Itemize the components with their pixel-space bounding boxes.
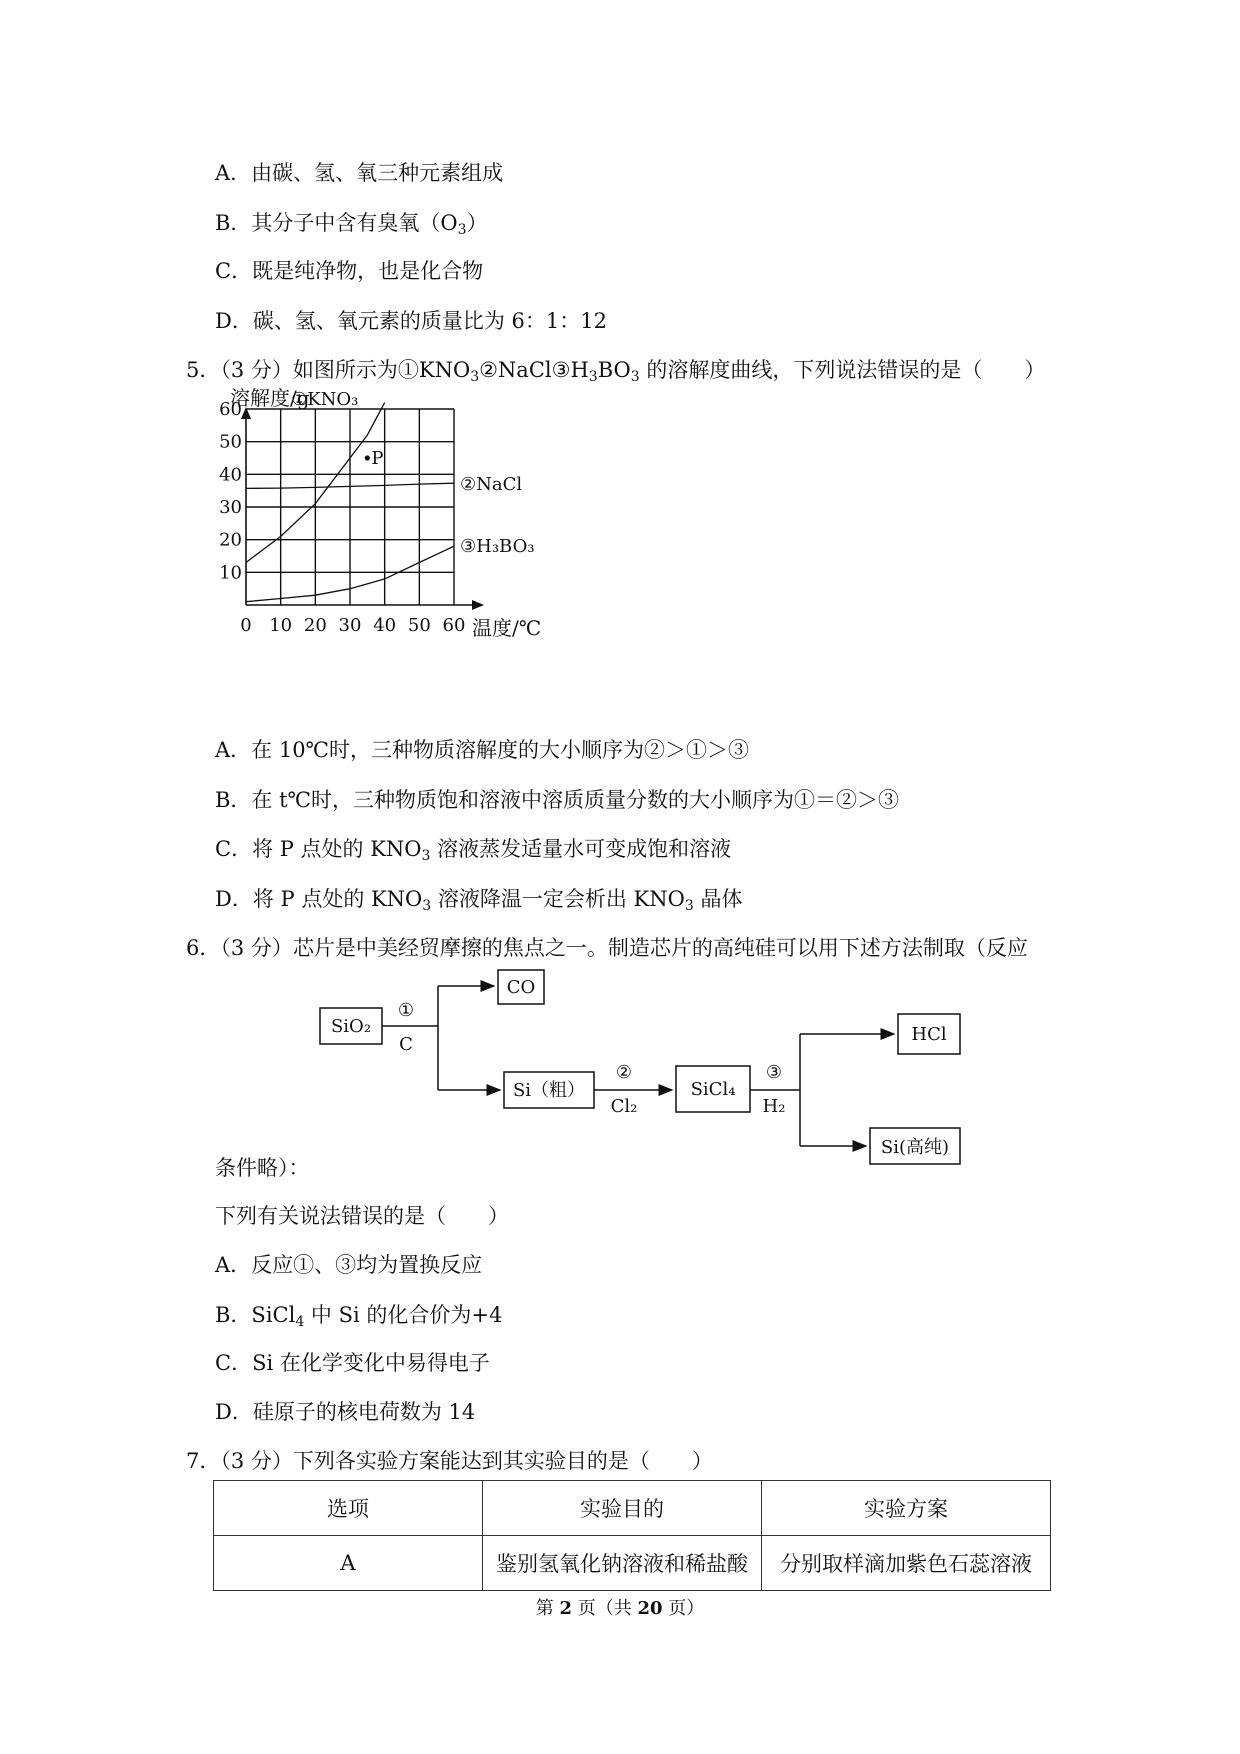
label-sio2: SiO₂ bbox=[330, 1016, 372, 1037]
q5-option-c: C．将 P 点处的 $KNO_3$ 溶液蒸发适量水可变成饱和溶液 bbox=[215, 837, 732, 864]
experiment-table bbox=[213, 1480, 1051, 1591]
table-header-row bbox=[214, 1481, 1051, 1536]
table-header: 实验目的 bbox=[483, 1481, 762, 1536]
y-tick-label: 10 bbox=[219, 562, 242, 584]
q7-stem: 7．（3 分）下列各实验方案能达到其实验目的是（ ） bbox=[186, 1449, 713, 1473]
q5-option-a: A．在 10℃时，三种物质溶解度的大小顺序为②＞①＞③ bbox=[215, 738, 750, 762]
page-footer: 第 2 页（共 20 页） bbox=[535, 1598, 705, 1619]
label-reagent-h2: H₂ bbox=[762, 1096, 786, 1117]
q4-option-d: D．碳、氢、氧元素的质量比为 6：1：12 bbox=[215, 309, 607, 333]
x-tick-label: 40 bbox=[373, 615, 397, 636]
table-header: 选项 bbox=[214, 1481, 483, 1536]
table-cell: 分别取样滴加紫色石蕊溶液 bbox=[762, 1536, 1051, 1591]
table-header: 实验方案 bbox=[762, 1481, 1051, 1536]
label-si-crude: Si（粗） bbox=[512, 1080, 586, 1101]
label-si-pure: Si(高纯) bbox=[880, 1137, 950, 1158]
label-sicl4: SiCl₄ bbox=[690, 1079, 736, 1100]
q5-stem: 5．（3 分）如图所示为$①KNO_3②NaCl③H_3BO_3$ 的溶解度曲线，下列说法错误的是（ ） bbox=[186, 358, 1046, 385]
x-tick-label: 50 bbox=[407, 615, 431, 636]
label-step2: ② bbox=[615, 1062, 633, 1083]
label-hcl: HCl bbox=[911, 1024, 947, 1045]
point-p bbox=[365, 455, 370, 460]
y-tick-label: 30 bbox=[219, 497, 242, 518]
y-tick-label: 40 bbox=[219, 464, 242, 486]
q6-option-c: C．Si 在化学变化中易得电子 bbox=[215, 1351, 490, 1375]
table-row bbox=[214, 1536, 1051, 1591]
q4-option-b: B．其分子中含有臭氧$(O_3)$ bbox=[215, 211, 488, 238]
q6-stem-cont: 条件略）： bbox=[215, 1156, 310, 1180]
legend-kno3: ①KNO₃ bbox=[291, 389, 359, 410]
table-cell: 鉴别氢氧化钠溶液和稀盐酸 bbox=[483, 1536, 762, 1591]
y-tick-label: 60 bbox=[219, 399, 242, 420]
x-axis-arrow bbox=[472, 600, 484, 610]
legend-h3bo3: ③H₃BO₃ bbox=[460, 536, 535, 558]
x-tick-label: 10 bbox=[269, 615, 293, 636]
q4-option-c: C．既是纯净物，也是化合物 bbox=[215, 259, 484, 283]
y-tick-label: 50 bbox=[219, 431, 242, 453]
point-p-label: P bbox=[371, 448, 384, 469]
x-tick-label: 60 bbox=[442, 615, 466, 636]
q4-option-a: A．由碳、氢、氧三种元素组成 bbox=[215, 161, 504, 185]
label-reagent-cl2: Cl₂ bbox=[610, 1096, 638, 1117]
q6-option-b: B．SiCl$_4$ 中 Si 的化合价为+4 bbox=[215, 1303, 503, 1330]
x-axis-label: 温度/℃ bbox=[472, 616, 542, 640]
table-cell: A bbox=[214, 1536, 483, 1591]
label-co: CO bbox=[506, 977, 536, 998]
q6-option-a: A．反应①、③均为置换反应 bbox=[215, 1253, 483, 1277]
label-reagent-c: C bbox=[399, 1034, 413, 1055]
chart-grid bbox=[241, 407, 484, 610]
solubility-chart bbox=[219, 386, 600, 715]
x-tick-label: 20 bbox=[303, 615, 327, 636]
q6-ask: 下列有关说法错误的是（ ） bbox=[215, 1204, 509, 1228]
label-step1: ① bbox=[397, 1000, 415, 1021]
legend-nacl: ②NaCl bbox=[460, 474, 523, 496]
x-tick-label: 0 bbox=[240, 615, 252, 636]
q6-option-d: D．硅原子的核电荷数为 14 bbox=[215, 1400, 476, 1424]
y-axis-label: 溶解度/g bbox=[230, 386, 310, 410]
label-step3: ③ bbox=[765, 1062, 783, 1083]
y-tick-label: 20 bbox=[219, 529, 242, 551]
x-tick-label: 30 bbox=[338, 615, 362, 636]
chart-labels bbox=[219, 386, 541, 640]
q6-stem: 6．（3 分）芯片是中美经贸摩擦的焦点之一。制造芯片的高纯硅可以用下述方法制取（反应 bbox=[186, 936, 1028, 960]
q5-option-d: D．将 P 点处的 $KNO_3$ 溶液降温一定会析出 $KNO_3$ 晶体 bbox=[215, 887, 743, 914]
q5-option-b: B．在 t℃时，三种物质饱和溶液中溶质质量分数的大小顺序为①＝②＞③ bbox=[215, 788, 900, 812]
silicon-flow-diagram bbox=[300, 960, 980, 1190]
